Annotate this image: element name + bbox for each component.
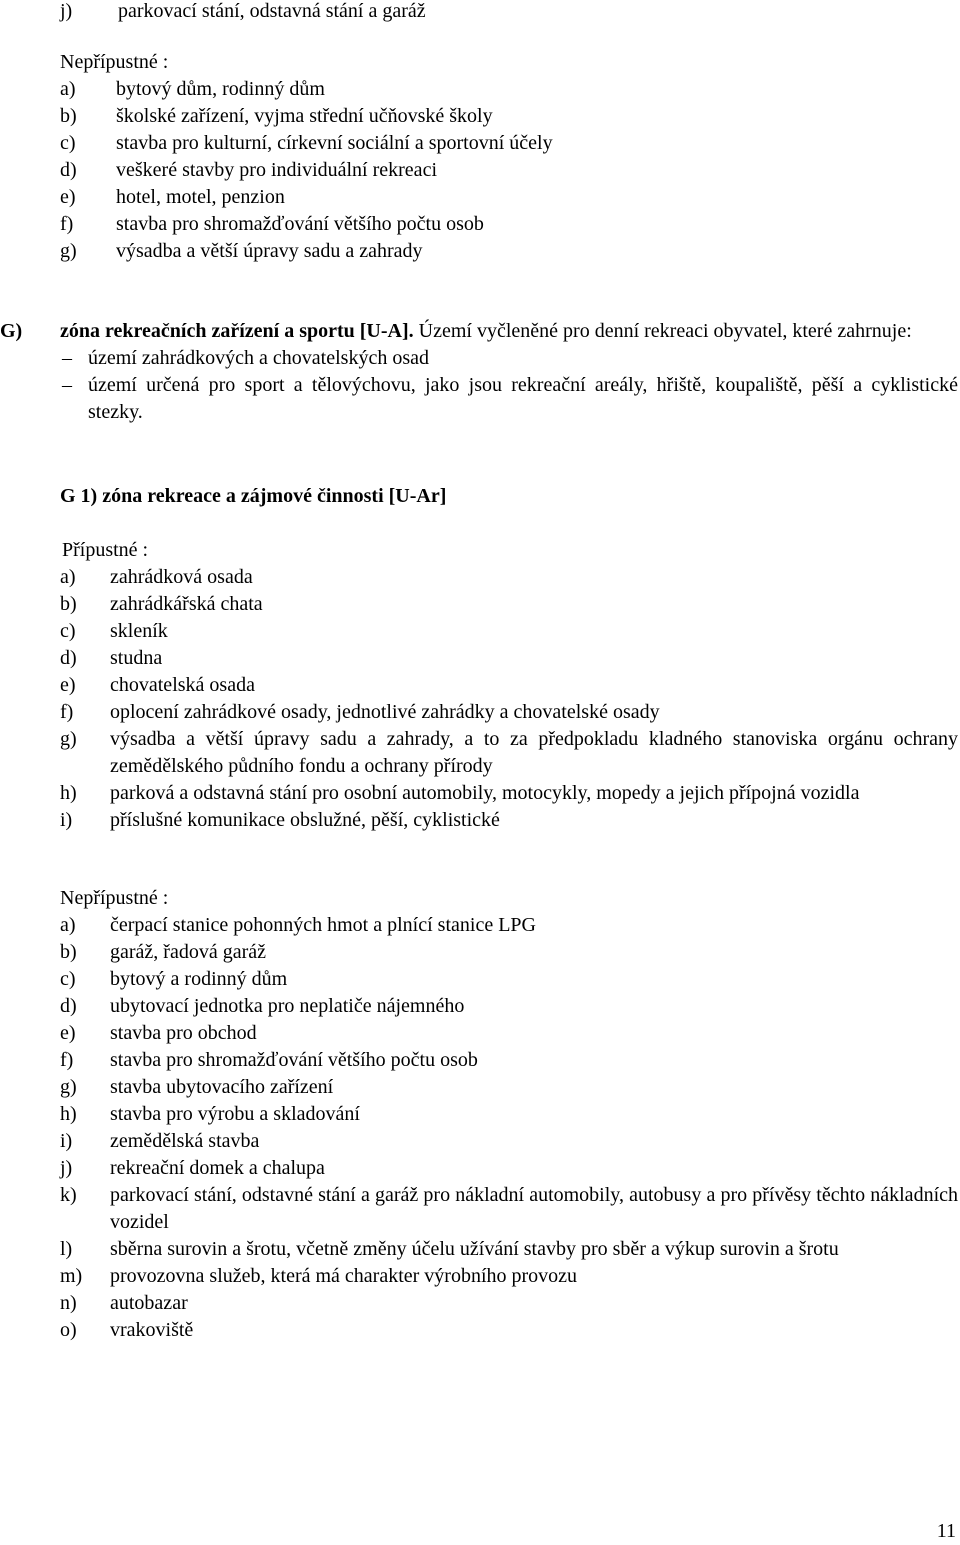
list-item: [0, 184, 960, 211]
list-item: [0, 780, 960, 807]
permitted-title: Přípustné :: [62, 539, 149, 561]
list-item-text: stavba pro shromažďování většího počtu osob: [110, 1049, 478, 1071]
list-item-text: provozovna služeb, která má charakter výrobního provozu: [110, 1265, 578, 1287]
list-item-label: d): [60, 647, 77, 669]
list-item: [0, 993, 960, 1020]
list-item-text: zahrádkářská chata: [110, 593, 263, 615]
list-item: [0, 130, 960, 157]
list-item-label: f): [60, 1049, 74, 1071]
list-item-text: oplocení zahrádkové osady, jednotlivé zahrádky a chovatelské osady: [110, 701, 660, 723]
list-item-label: e): [60, 1022, 76, 1044]
list-item-label: h): [60, 1103, 77, 1125]
top-list-item: [0, 0, 960, 25]
list-item: [0, 699, 960, 726]
prohibited-list: [0, 912, 960, 1344]
list-item-text: stavba pro obchod: [110, 1022, 257, 1044]
list-item-label: f): [60, 213, 74, 235]
list-item: [0, 1101, 960, 1128]
list-item-label: c): [60, 968, 76, 990]
list-item: [0, 1047, 960, 1074]
list-item: [0, 645, 960, 672]
list-item-label: d): [60, 995, 77, 1017]
list-item-label: d): [60, 159, 77, 181]
list-item-text: zahrádková osada: [110, 566, 253, 588]
list-item-text: čerpací stanice pohonných hmot a plnící stanice LPG: [110, 914, 536, 936]
list-item-text: studna: [110, 647, 163, 669]
section-label: G): [0, 320, 23, 342]
list-item-text: chovatelská osada: [110, 674, 255, 696]
list-item-text: parkovací stání, odstavná stání a garáž: [118, 0, 426, 22]
list-item-label: e): [60, 674, 76, 696]
list-item-text: skleník: [110, 620, 168, 642]
list-item: [0, 564, 960, 591]
list-item: [0, 1074, 960, 1101]
list-item: [0, 1317, 960, 1344]
list-item: [0, 211, 960, 238]
dash-bullet: –: [62, 374, 72, 396]
list-item: [0, 591, 960, 618]
list-item-text: ubytovací jednotka pro neplatiče nájemného: [110, 995, 465, 1017]
list-item-label: o): [60, 1319, 77, 1341]
list-item-text: parkovací stání, odstavné stání a garáž pro nákladní automobily, autobusy a pro přívěsy těchto nákladních vozidel: [110, 1184, 958, 1233]
list-item-text: hotel, motel, penzion: [116, 186, 285, 208]
list-item-text: sběrna surovin a šrotu, včetně změny účelu užívání stavby pro sběr a výkup surovin a šrotu: [110, 1238, 839, 1260]
list-item-label: b): [60, 941, 77, 963]
list-item: [0, 103, 960, 130]
list-item-text: autobazar: [110, 1292, 188, 1314]
list-item: [0, 1128, 960, 1155]
list-item-label: m): [60, 1265, 83, 1287]
prohibited-list: [0, 76, 960, 265]
section-intro: Území vyčleněné pro denní rekreaci obyvatel, které zahrnuje:: [413, 320, 912, 342]
list-item-text: stavba pro kulturní, církevní sociální a sportovní účely: [116, 132, 553, 154]
list-item-label: b): [60, 105, 77, 127]
list-item-label: i): [60, 809, 73, 831]
section-g: [0, 318, 960, 426]
list-item-label: c): [60, 132, 76, 154]
prohibited-title: Nepřípustné :: [60, 51, 169, 73]
list-item-label: f): [60, 701, 74, 723]
list-item: [0, 238, 960, 265]
g1-permitted-section: [0, 537, 960, 834]
dash-bullet: –: [62, 347, 72, 369]
list-item: [0, 726, 960, 780]
list-item: [0, 807, 960, 834]
section-g1-heading: [0, 483, 960, 510]
prev-prohibited-section: [0, 49, 960, 265]
list-item: [0, 618, 960, 645]
list-item-label: a): [60, 566, 76, 588]
list-item-label: g): [60, 728, 77, 750]
list-item: [0, 912, 960, 939]
list-item-text: výsadba a větší úpravy sadu a zahrady: [116, 240, 423, 262]
list-item-label: g): [60, 1076, 77, 1098]
list-item-label: c): [60, 620, 76, 642]
list-item: [0, 966, 960, 993]
list-item-label: j): [60, 0, 73, 22]
list-item-text: vrakoviště: [110, 1319, 194, 1341]
list-item: [0, 1263, 960, 1290]
dash-item-text: území určená pro sport a tělovýchovu, jako jsou rekreační areály, hřiště, koupaliště, pěší a cyklistické stezky.: [88, 374, 958, 423]
page-number: 11: [936, 1520, 956, 1542]
list-item: [0, 1182, 960, 1236]
list-item: [0, 1290, 960, 1317]
list-item-text: zemědělská stavba: [110, 1130, 260, 1152]
list-item-label: j): [60, 1157, 73, 1179]
list-item-text: stavba pro výrobu a skladování: [110, 1103, 360, 1125]
list-item: [0, 1020, 960, 1047]
list-item-text: parková a odstavná stání pro osobní automobily, motocykly, mopedy a jejich přípojná vozidla: [110, 782, 860, 804]
list-item-label: e): [60, 186, 76, 208]
list-item: [0, 939, 960, 966]
section-title: zóna rekreačních zařízení a sportu [U-A].: [60, 320, 414, 342]
list-item-label: i): [60, 1130, 73, 1152]
dash-item-text: území zahrádkových a chovatelských osad: [88, 347, 429, 369]
list-item-label: k): [60, 1184, 77, 1206]
list-item-label: a): [60, 78, 76, 100]
list-item-label: h): [60, 782, 77, 804]
list-item-label: g): [60, 240, 77, 262]
list-item-label: a): [60, 914, 76, 936]
list-item-text: bytový a rodinný dům: [110, 968, 288, 990]
list-item-label: l): [60, 1238, 73, 1260]
list-item-text: stavba ubytovacího zařízení: [110, 1076, 334, 1098]
list-item: [0, 157, 960, 184]
list-item-text: výsadba a větší úpravy sadu a zahrady, a to za předpokladu kladného stanoviska orgánu ochrany zemědělského půdního fondu a ochrany přírody: [110, 728, 958, 777]
list-item-text: veškeré stavby pro individuální rekreaci: [116, 159, 437, 181]
permitted-list: [0, 564, 960, 834]
subsection-title: G 1) zóna rekreace a zájmové činnosti [U-Ar]: [60, 485, 447, 507]
list-item: [0, 1155, 960, 1182]
list-item-text: garáž, řadová garáž: [110, 941, 266, 963]
list-item: [0, 1236, 960, 1263]
list-item-label: n): [60, 1292, 77, 1314]
prohibited-title: Nepřípustné :: [60, 887, 169, 909]
list-item-text: stavba pro shromažďování většího počtu osob: [116, 213, 484, 235]
list-item-label: b): [60, 593, 77, 615]
list-item-text: bytový dům, rodinný dům: [116, 78, 325, 100]
list-item: [0, 76, 960, 103]
list-item-text: příslušné komunikace obslužné, pěší, cyklistické: [110, 809, 500, 831]
list-item-text: školské zařízení, vyjma střední učňovské školy: [116, 105, 493, 127]
list-item-text: rekreační domek a chalupa: [110, 1157, 325, 1179]
g1-prohibited-section: [0, 885, 960, 1344]
list-item: [0, 672, 960, 699]
